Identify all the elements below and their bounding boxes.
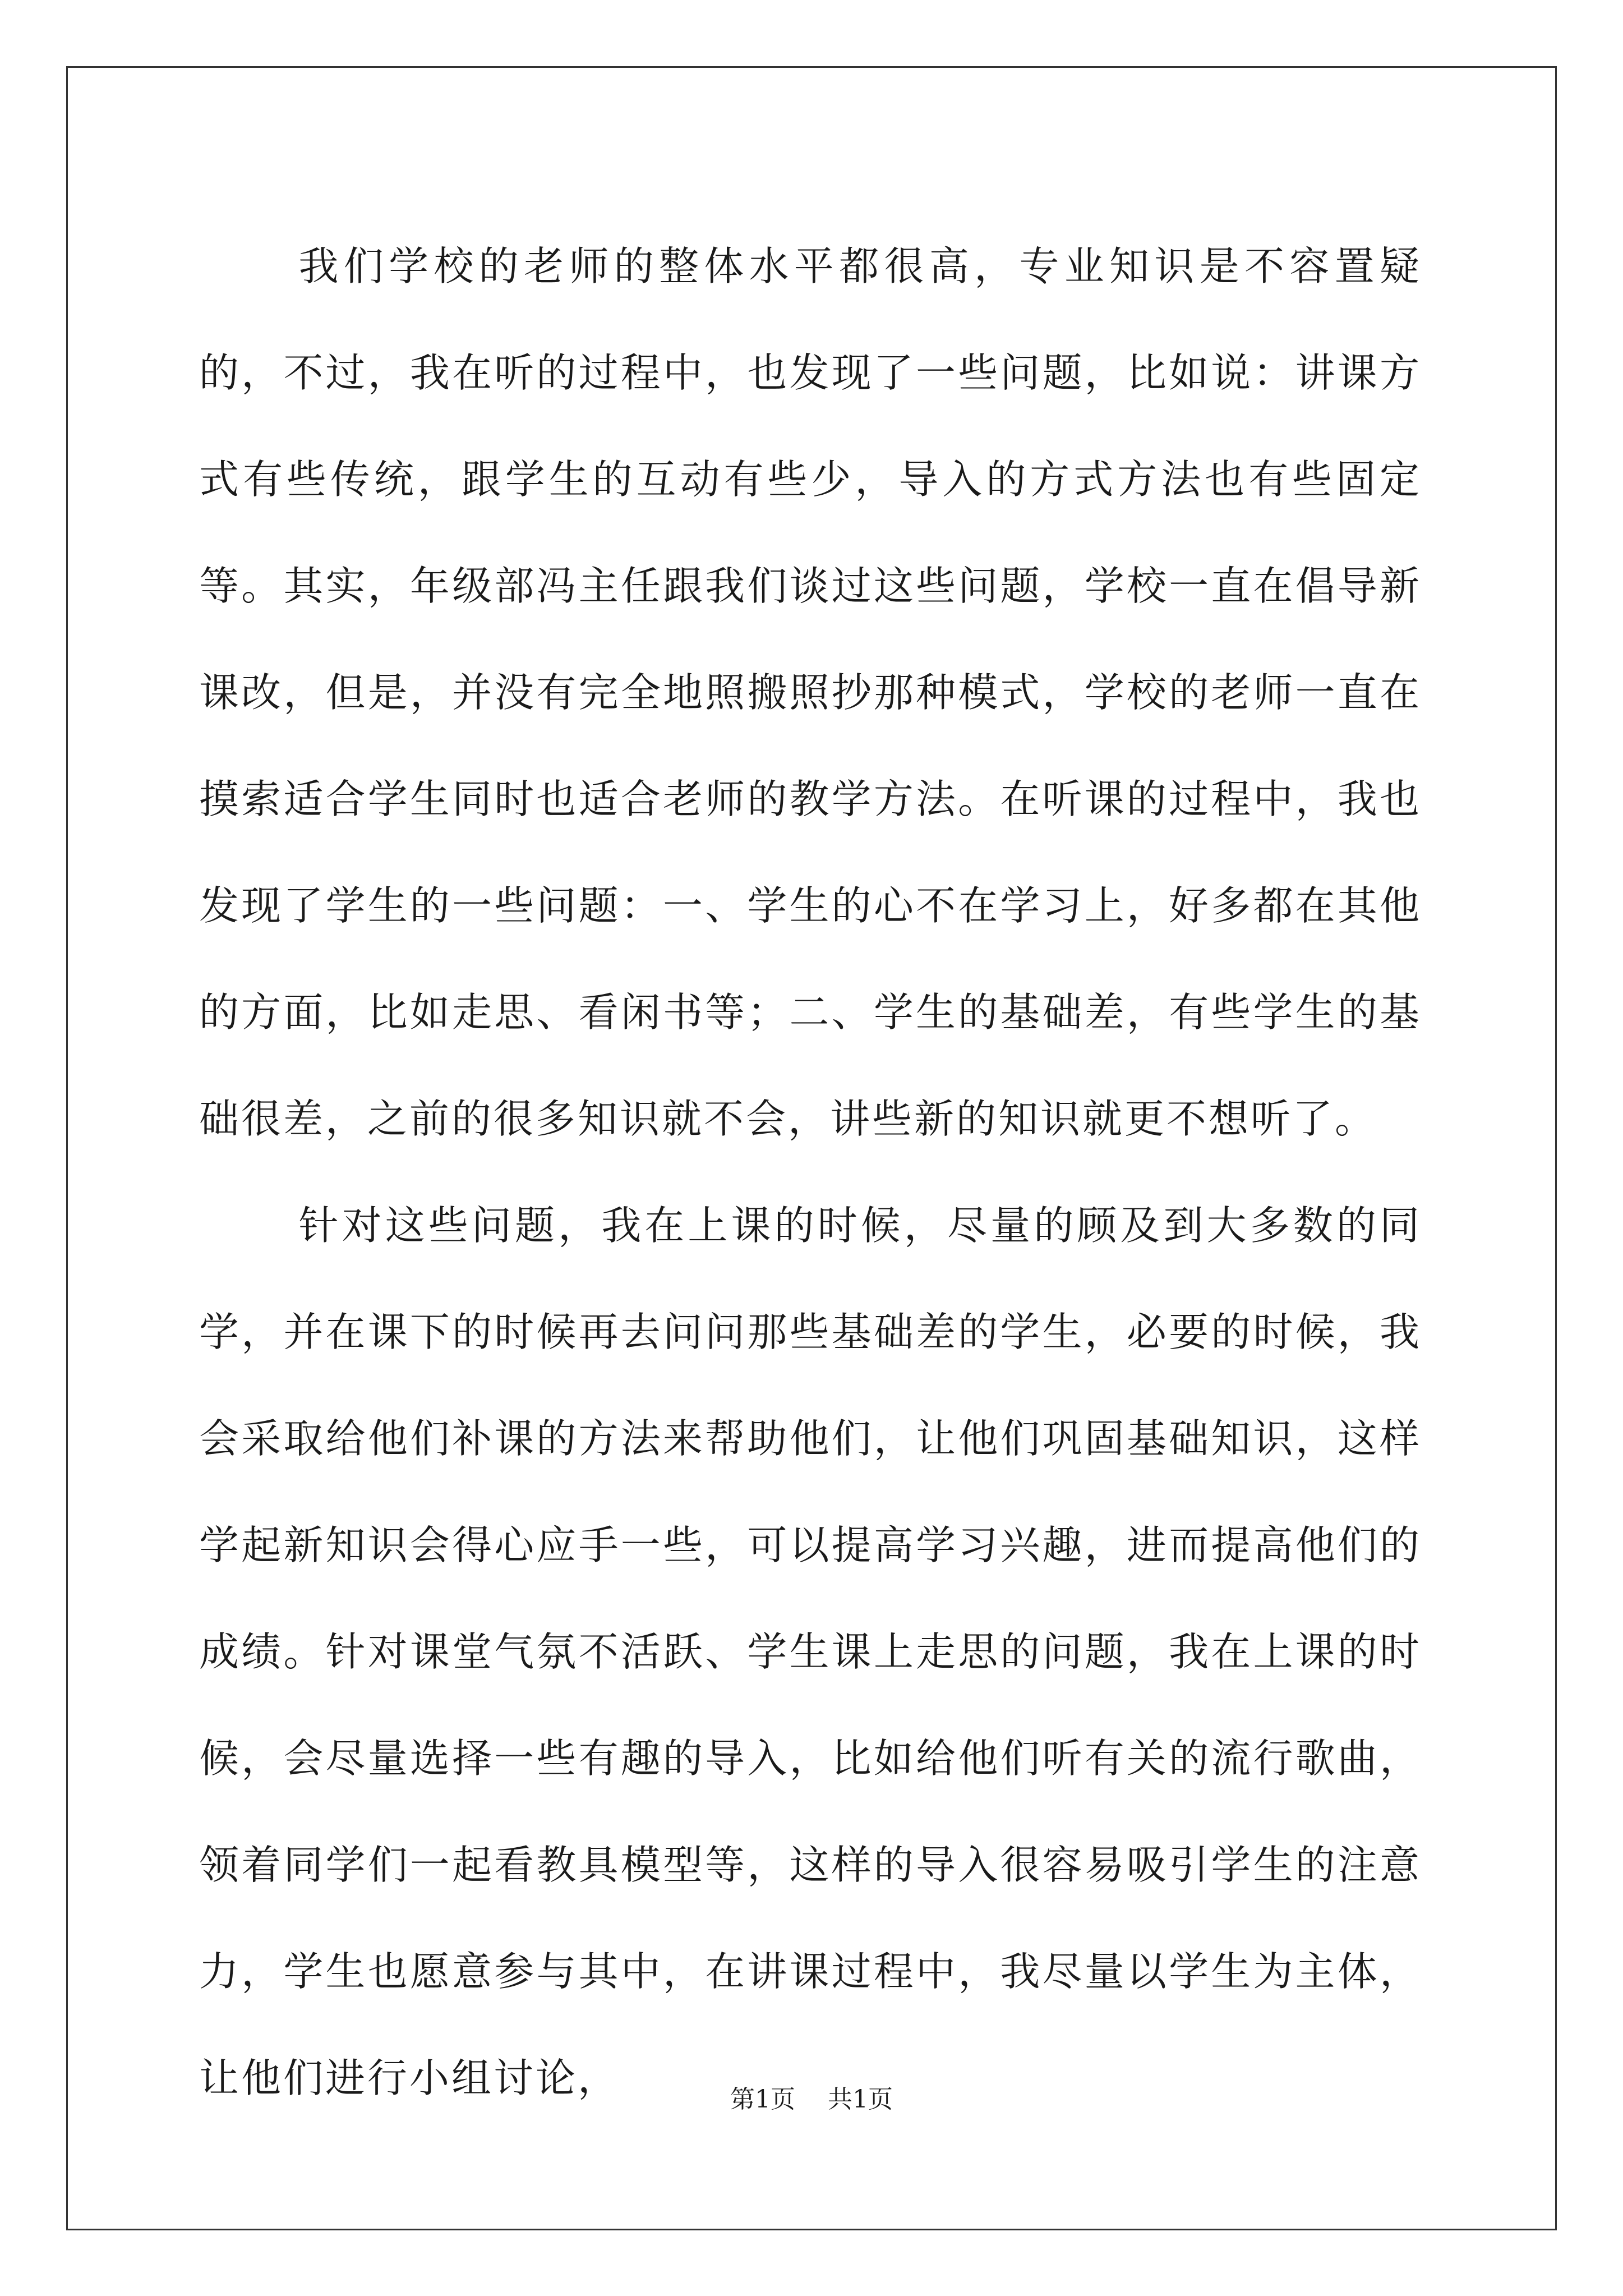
page-total: 共1页: [828, 2085, 893, 2114]
paragraph-1: 我们学校的老师的整体水平都很高，专业知识是不容置疑的，不过，我在听的过程中，也发现了一些问题，比如说：讲课方式有些传统，跟学生的互动有些少，导入的方式方法也有些固定等。其实，年级部冯主任跟我们谈过这些问题，学校一直在倡导新课改，但是，并没有完全地照搬照抄那种模式，学校的老师一直在摸索适合学生同时也适合老师的教学方法。在听课的过程中，我也发现了学生的一些问题：一、学生的心不在学习上，好多都在其他的方面，比如走思、看闲书等；二、学生的基础差，有些学生的基础很差，之前的很多知识就不会，讲些新的知识就更不想听了。: [199, 243, 1422, 1142]
paragraph-2: 针对这些问题，我在上课的时候，尽量的顾及到大多数的同学，并在课下的时候再去问问那些基础差的学生，必要的时候，我会采取给他们补课的方法来帮助他们，让他们巩固基础知识，这样学起新知识会得心应手一些，可以提高学习兴趣，进而提高他们的成绩。针对课堂气氛不活跃、学生课上走思的问题，我在上课的时候，会尽量选择一些有趣的导入，比如给他们听有关的流行歌曲，领着同学们一起看教具模型等，这样的导入很容易吸引学生的注意力，学生也愿意参与其中，在讲课过程中，我尽量以学生为主体，让他们进行小组讨论，: [199, 1202, 1422, 2101]
page-footer: [0, 2083, 1623, 2116]
document-body: [199, 213, 1422, 2132]
page-number: 第1页: [730, 2085, 795, 2114]
